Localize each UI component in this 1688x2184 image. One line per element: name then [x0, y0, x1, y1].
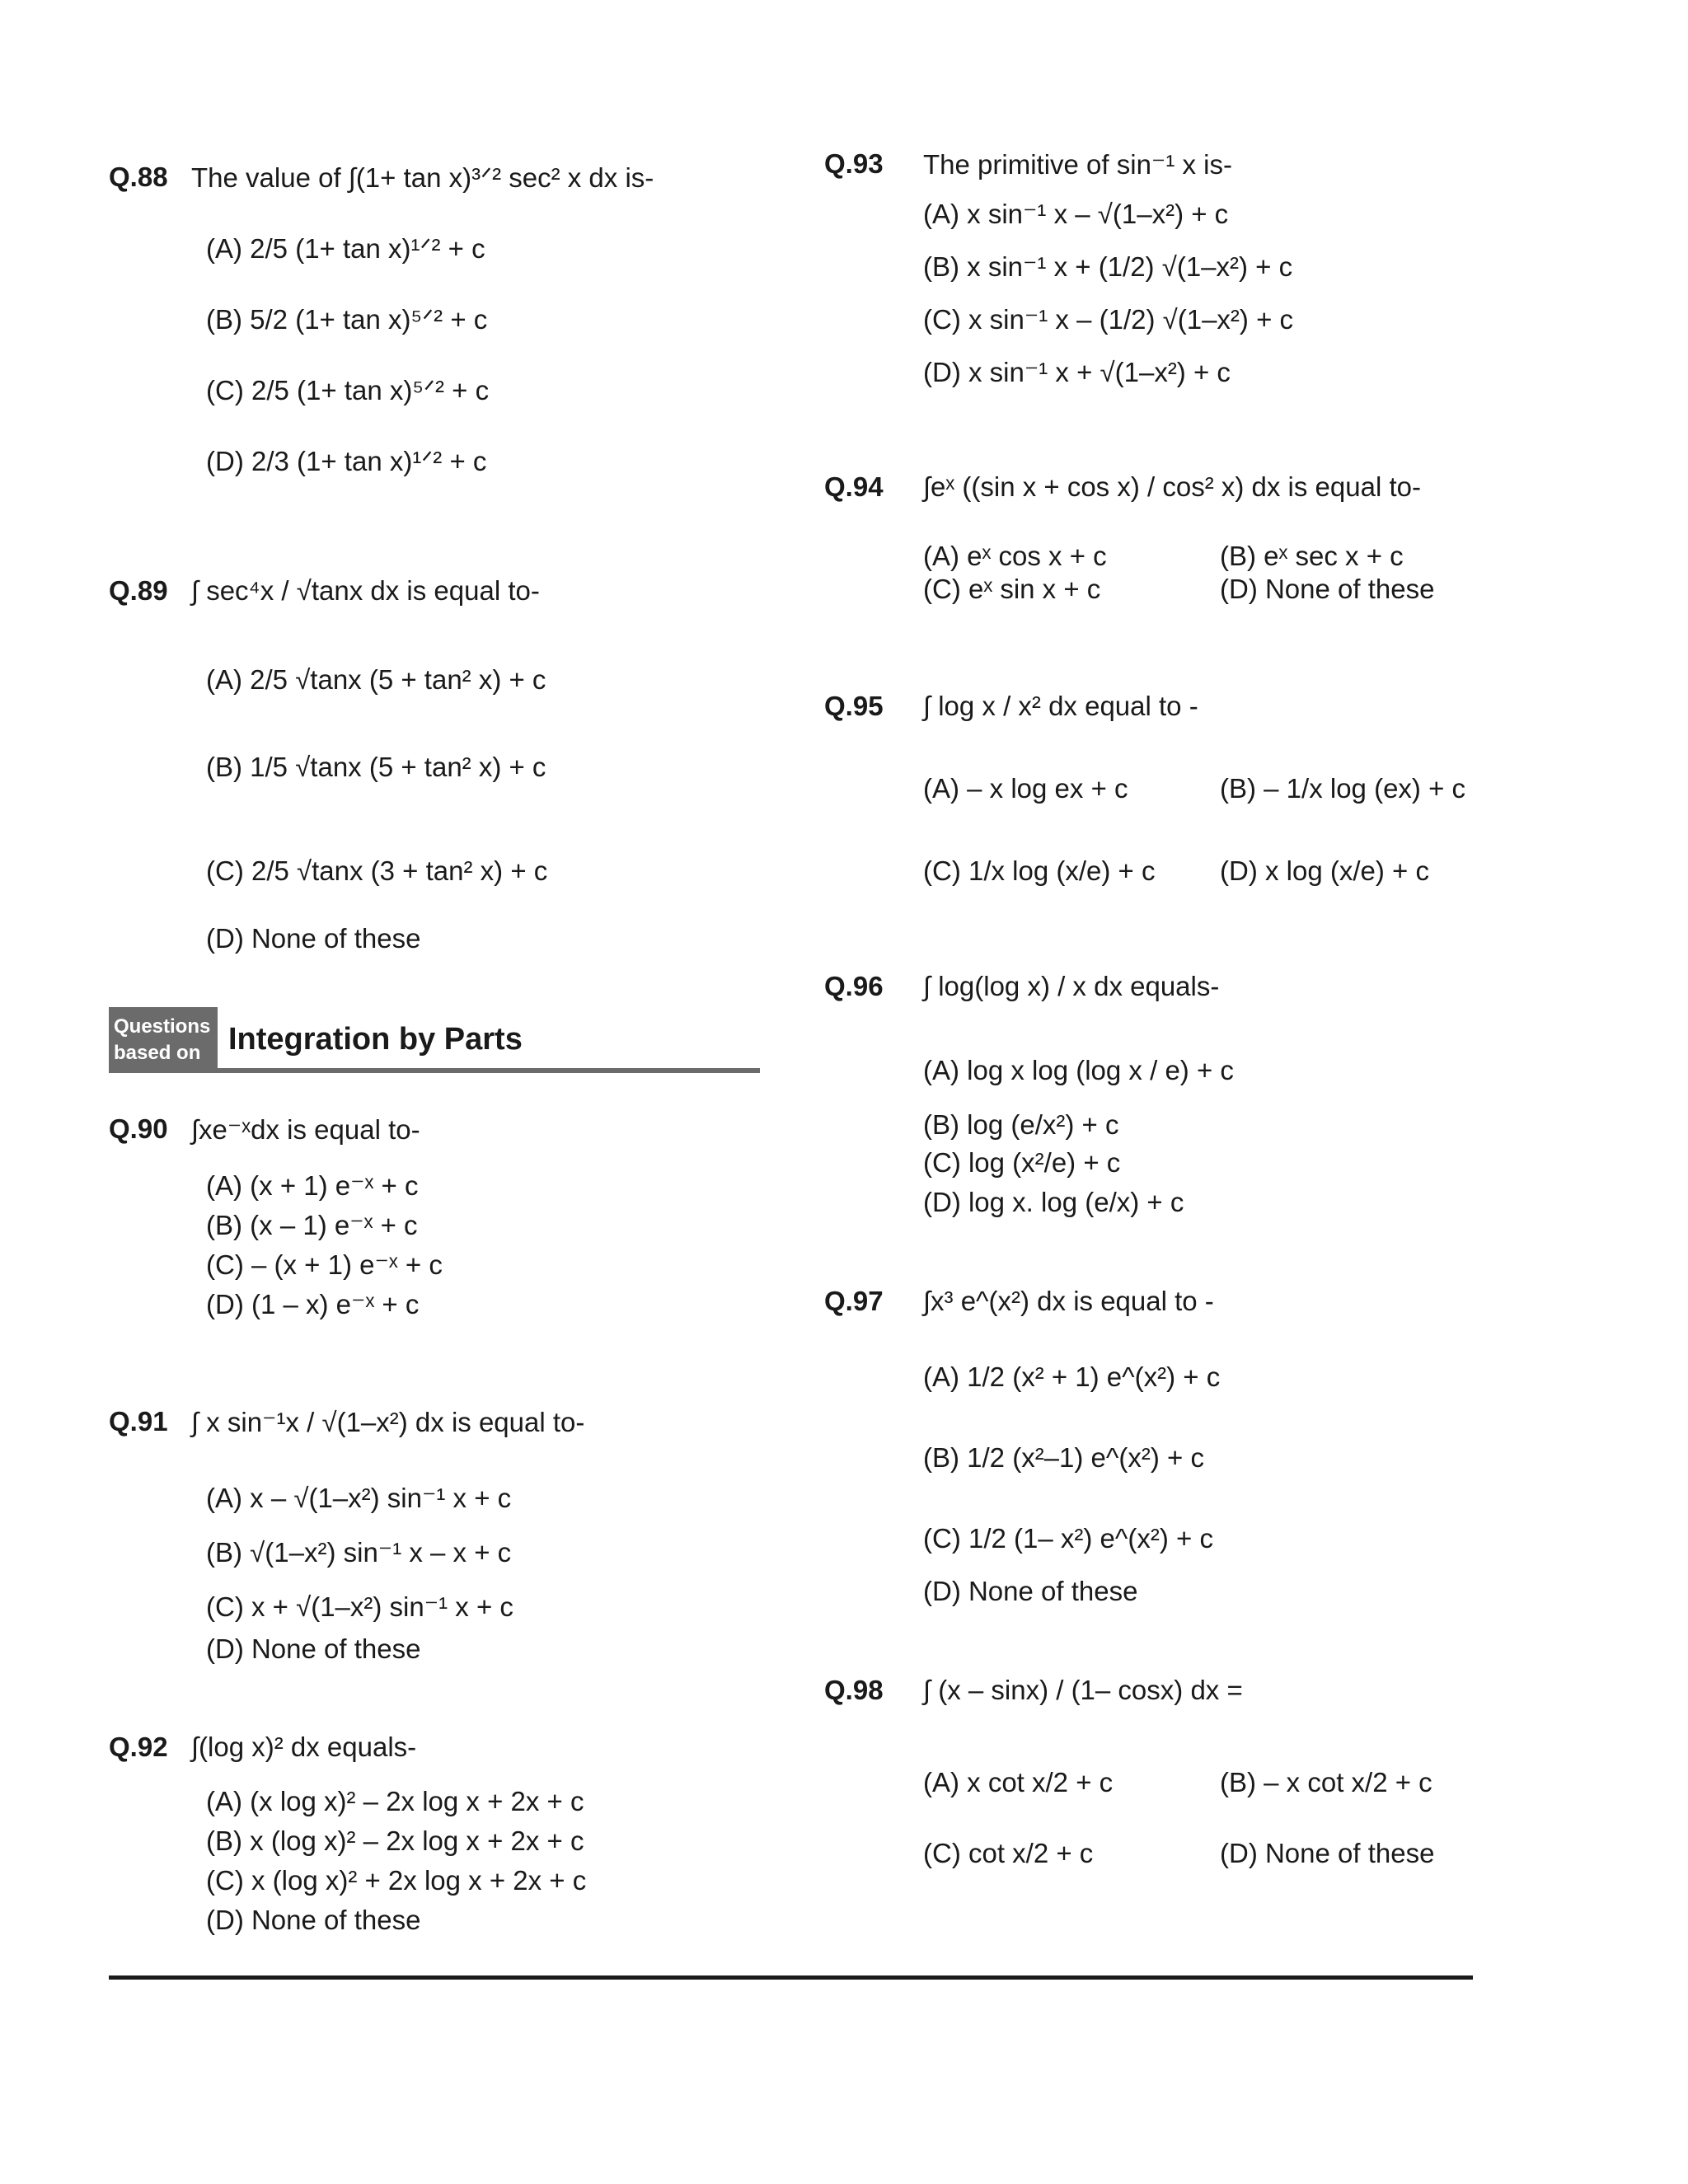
option-d: (D) 2/3 (1+ tan x)¹ᐟ² + c [206, 446, 487, 476]
option-a: (A) 1/2 (x² + 1) e^(x²) + c [923, 1361, 1221, 1392]
question-number: Q.91 [109, 1406, 168, 1436]
question-number: Q.97 [824, 1286, 884, 1316]
section-badge-line2: based on [114, 1042, 201, 1064]
option-d: (D) None of these [1220, 1838, 1435, 1868]
bottom-rule [109, 1975, 1473, 1980]
question-number: Q.98 [824, 1675, 884, 1705]
option-c: (C) eˣ sin x + c [923, 574, 1101, 604]
option-c: (C) cot x/2 + c [923, 1838, 1094, 1868]
question-number: Q.94 [824, 471, 884, 502]
option-b: (B) eˣ sec x + c [1220, 541, 1404, 571]
question-number: Q.89 [109, 575, 168, 606]
option-b: (B) √(1–x²) sin⁻¹ x – x + c [206, 1537, 512, 1568]
option-b: (B) – x cot x/2 + c [1220, 1767, 1432, 1797]
question-stem: The primitive of sin⁻¹ x is- [923, 149, 1232, 180]
option-d: (D) None of these [923, 1576, 1138, 1606]
section-header [109, 1007, 760, 1073]
option-d: (D) x sin⁻¹ x + √(1–x²) + c [923, 357, 1231, 387]
option-a: (A) 2/5 √tanx (5 + tan² x) + c [206, 664, 546, 695]
question-stem: The value of ∫(1+ tan x)³ᐟ² sec² x dx is- [191, 162, 654, 193]
option-a: (A) x cot x/2 + c [923, 1767, 1114, 1797]
question-number: Q.90 [109, 1113, 168, 1144]
option-a: (A) – x log ex + c [923, 773, 1128, 804]
option-c: (C) x (log x)² + 2x log x + 2x + c [206, 1865, 587, 1896]
option-d: (D) None of these [206, 923, 421, 954]
option-d: (D) None of these [206, 1633, 421, 1664]
option-b: (B) 1/5 √tanx (5 + tan² x) + c [206, 752, 546, 782]
option-a: (A) x sin⁻¹ x – √(1–x²) + c [923, 199, 1229, 229]
question-stem: ∫ log x / x² dx equal to - [923, 691, 1198, 721]
option-c: (C) 2/5 √tanx (3 + tan² x) + c [206, 855, 548, 886]
option-c: (C) 1/x log (x/e) + c [923, 855, 1156, 886]
section-underline [218, 1068, 760, 1073]
option-a: (A) log x log (log x / e) + c [923, 1055, 1234, 1085]
question-number: Q.95 [824, 691, 884, 721]
option-d: (D) x log (x/e) + c [1220, 855, 1429, 886]
option-b: (B) log (e/x²) + c [923, 1109, 1119, 1140]
option-c: (C) 1/2 (1– x²) e^(x²) + c [923, 1523, 1213, 1554]
question-stem: ∫(log x)² dx equals- [191, 1732, 417, 1762]
section-title: Integration by Parts [228, 1022, 523, 1057]
option-b: (B) (x – 1) e⁻ˣ + c [206, 1210, 418, 1240]
option-a: (A) x – √(1–x²) sin⁻¹ x + c [206, 1483, 512, 1513]
option-a: (A) (x + 1) e⁻ˣ + c [206, 1170, 419, 1201]
question-stem: ∫x³ e^(x²) dx is equal to - [923, 1286, 1214, 1316]
question-stem: ∫ sec⁴x / √tanx dx is equal to- [191, 575, 540, 606]
option-d: (D) (1 – x) e⁻ˣ + c [206, 1289, 420, 1319]
question-number: Q.96 [824, 971, 884, 1001]
option-c: (C) log (x²/e) + c [923, 1147, 1121, 1178]
question-number: Q.93 [824, 148, 884, 179]
option-c: (C) – (x + 1) e⁻ˣ + c [206, 1249, 443, 1280]
option-b: (B) 1/2 (x²–1) e^(x²) + c [923, 1442, 1204, 1473]
question-number: Q.92 [109, 1732, 168, 1762]
option-c: (C) x sin⁻¹ x – (1/2) √(1–x²) + c [923, 304, 1294, 335]
option-b: (B) x (log x)² – 2x log x + 2x + c [206, 1825, 584, 1856]
question-number: Q.88 [109, 162, 168, 192]
option-a: (A) 2/5 (1+ tan x)¹ᐟ² + c [206, 233, 485, 264]
question-stem: ∫eˣ ((sin x + cos x) / cos² x) dx is equal to- [923, 471, 1421, 502]
option-a: (A) (x log x)² – 2x log x + 2x + c [206, 1786, 584, 1816]
section-badge [109, 1007, 218, 1073]
option-c: (C) x + √(1–x²) sin⁻¹ x + c [206, 1591, 513, 1622]
question-stem: ∫ log(log x) / x dx equals- [923, 971, 1220, 1001]
option-c: (C) 2/5 (1+ tan x)⁵ᐟ² + c [206, 375, 490, 405]
question-stem: ∫ x sin⁻¹x / √(1–x²) dx is equal to- [191, 1407, 585, 1437]
option-b: (B) – 1/x log (ex) + c [1220, 773, 1466, 804]
question-stem: ∫xe⁻ˣdx is equal to- [191, 1114, 420, 1145]
option-d: (D) None of these [206, 1905, 421, 1935]
option-d: (D) None of these [1220, 574, 1435, 604]
section-badge-line1: Questions [114, 1015, 211, 1038]
option-b: (B) x sin⁻¹ x + (1/2) √(1–x²) + c [923, 251, 1293, 282]
question-stem: ∫ (x – sinx) / (1– cosx) dx = [923, 1675, 1243, 1705]
option-d: (D) log x. log (e/x) + c [923, 1187, 1184, 1217]
option-b: (B) 5/2 (1+ tan x)⁵ᐟ² + c [206, 304, 488, 335]
option-a: (A) eˣ cos x + c [923, 541, 1107, 571]
